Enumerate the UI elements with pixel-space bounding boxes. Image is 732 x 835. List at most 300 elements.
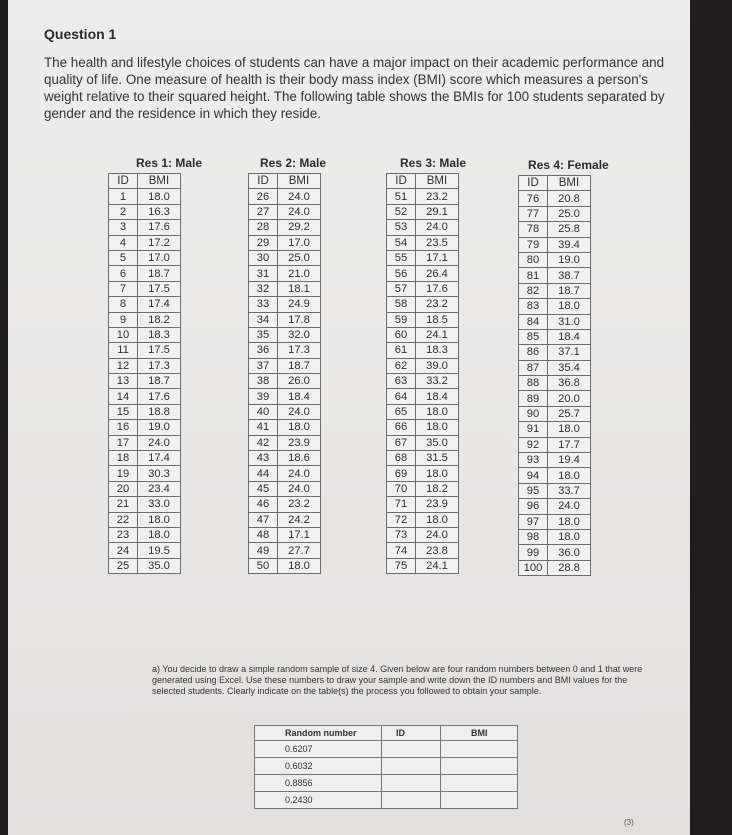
student-id-cell: 70 bbox=[387, 481, 416, 496]
bmi-cell: 24.0 bbox=[548, 499, 591, 514]
table-row bbox=[249, 497, 321, 512]
bmi-cell: 19.0 bbox=[138, 420, 181, 435]
bmi-cell: 25.8 bbox=[548, 222, 591, 237]
student-id-cell: 5 bbox=[109, 250, 138, 265]
sample-id-header: ID bbox=[382, 726, 441, 741]
table-row bbox=[109, 358, 181, 373]
sample-bmi-cell[interactable] bbox=[441, 775, 518, 792]
bmi-cell: 18.0 bbox=[138, 512, 181, 527]
table-row bbox=[519, 437, 591, 452]
bmi-cell: 17.2 bbox=[138, 235, 181, 250]
sample-row bbox=[255, 792, 518, 809]
student-id-cell: 56 bbox=[387, 266, 416, 281]
random-number: 0.6032 bbox=[255, 758, 382, 775]
table-row bbox=[249, 235, 321, 250]
student-id-cell: 84 bbox=[519, 314, 548, 329]
bmi-cell: 39.0 bbox=[416, 358, 459, 373]
id-header: ID bbox=[387, 174, 416, 189]
bmi-header: BMI bbox=[138, 174, 181, 189]
bmi-cell: 17.0 bbox=[138, 250, 181, 265]
bmi-cell: 35.0 bbox=[416, 435, 459, 450]
bmi-cell: 18.0 bbox=[416, 404, 459, 419]
student-id-cell: 27 bbox=[249, 204, 278, 219]
sample-answer-table bbox=[254, 725, 518, 809]
bmi-cell: 18.0 bbox=[548, 468, 591, 483]
student-id-cell: 17 bbox=[109, 435, 138, 450]
table-row bbox=[109, 481, 181, 496]
student-id-cell: 43 bbox=[249, 451, 278, 466]
bmi-cell: 18.0 bbox=[416, 512, 459, 527]
table-row bbox=[109, 420, 181, 435]
student-id-cell: 96 bbox=[519, 499, 548, 514]
student-id-cell: 93 bbox=[519, 453, 548, 468]
table-row bbox=[109, 435, 181, 450]
student-id-cell: 6 bbox=[109, 266, 138, 281]
student-id-cell: 21 bbox=[109, 497, 138, 512]
table-row bbox=[249, 189, 321, 204]
student-id-cell: 16 bbox=[109, 420, 138, 435]
bmi-cell: 33.7 bbox=[548, 483, 591, 498]
bmi-cell: 23.9 bbox=[416, 497, 459, 512]
student-id-cell: 66 bbox=[387, 420, 416, 435]
student-id-cell: 63 bbox=[387, 374, 416, 389]
table-row bbox=[519, 529, 591, 544]
table-row bbox=[249, 420, 321, 435]
sample-bmi-header: BMI bbox=[441, 726, 518, 741]
table-row bbox=[109, 204, 181, 219]
table-row bbox=[387, 497, 459, 512]
bmi-header: BMI bbox=[278, 174, 321, 189]
table-row bbox=[387, 481, 459, 496]
student-id-cell: 75 bbox=[387, 558, 416, 573]
student-id-cell: 9 bbox=[109, 312, 138, 327]
student-id-cell: 57 bbox=[387, 281, 416, 296]
table-row bbox=[109, 297, 181, 312]
table-row bbox=[109, 235, 181, 250]
student-id-cell: 68 bbox=[387, 451, 416, 466]
table-row bbox=[387, 312, 459, 327]
student-id-cell: 38 bbox=[249, 374, 278, 389]
bmi-cell: 24.0 bbox=[278, 466, 321, 481]
table-row bbox=[109, 466, 181, 481]
student-id-cell: 82 bbox=[519, 283, 548, 298]
table-row bbox=[519, 222, 591, 237]
sample-id-cell[interactable] bbox=[382, 775, 441, 792]
bmi-cell: 23.4 bbox=[138, 481, 181, 496]
table-row bbox=[387, 435, 459, 450]
bmi-cell: 18.4 bbox=[278, 389, 321, 404]
bmi-cell: 17.4 bbox=[138, 297, 181, 312]
bmi-cell: 17.4 bbox=[138, 451, 181, 466]
table-row bbox=[109, 497, 181, 512]
bmi-cell: 29.2 bbox=[278, 220, 321, 235]
table-row bbox=[387, 281, 459, 296]
student-id-cell: 60 bbox=[387, 327, 416, 342]
bmi-cell: 24.0 bbox=[416, 220, 459, 235]
table-row bbox=[519, 483, 591, 498]
bmi-cell: 17.6 bbox=[138, 220, 181, 235]
random-number: 0.8856 bbox=[255, 775, 382, 792]
table-row bbox=[387, 543, 459, 558]
student-id-cell: 24 bbox=[109, 543, 138, 558]
student-id-cell: 74 bbox=[387, 543, 416, 558]
student-id-cell: 23 bbox=[109, 527, 138, 542]
table-row bbox=[519, 252, 591, 267]
bmi-cell: 17.1 bbox=[278, 527, 321, 542]
student-id-cell: 19 bbox=[109, 466, 138, 481]
student-id-cell: 45 bbox=[249, 481, 278, 496]
bmi-cell: 17.8 bbox=[278, 312, 321, 327]
table-row bbox=[387, 189, 459, 204]
student-id-cell: 48 bbox=[249, 527, 278, 542]
table-row bbox=[387, 266, 459, 281]
bmi-cell: 23.5 bbox=[416, 235, 459, 250]
table-row bbox=[387, 558, 459, 573]
res1-table bbox=[108, 173, 181, 574]
res3-title: Res 3: Male bbox=[400, 156, 467, 170]
sample-bmi-cell[interactable] bbox=[441, 741, 518, 758]
table-row bbox=[519, 329, 591, 344]
student-id-cell: 12 bbox=[109, 358, 138, 373]
student-id-cell: 55 bbox=[387, 250, 416, 265]
bmi-header: BMI bbox=[548, 176, 591, 191]
student-id-cell: 25 bbox=[109, 558, 138, 573]
table-row bbox=[249, 266, 321, 281]
table-row bbox=[249, 389, 321, 404]
bmi-cell: 18.0 bbox=[278, 420, 321, 435]
bmi-cell: 18.8 bbox=[138, 404, 181, 419]
table-row bbox=[519, 206, 591, 221]
table-row bbox=[387, 204, 459, 219]
student-id-cell: 44 bbox=[249, 466, 278, 481]
bmi-cell: 24.0 bbox=[278, 189, 321, 204]
table-row bbox=[249, 204, 321, 219]
table-row bbox=[387, 250, 459, 265]
bmi-cell: 33.2 bbox=[416, 374, 459, 389]
student-id-cell: 14 bbox=[109, 389, 138, 404]
bmi-cell: 18.4 bbox=[416, 389, 459, 404]
table-row bbox=[249, 435, 321, 450]
student-id-cell: 87 bbox=[519, 360, 548, 375]
table-row bbox=[519, 391, 591, 406]
student-id-cell: 11 bbox=[109, 343, 138, 358]
student-id-cell: 4 bbox=[109, 235, 138, 250]
table-row bbox=[249, 343, 321, 358]
bmi-cell: 25.0 bbox=[278, 250, 321, 265]
table-row bbox=[519, 345, 591, 360]
table-row bbox=[109, 543, 181, 558]
table-row bbox=[109, 266, 181, 281]
table-row bbox=[249, 281, 321, 296]
bmi-cell: 19.5 bbox=[138, 543, 181, 558]
bmi-cell: 17.0 bbox=[278, 235, 321, 250]
table-row bbox=[387, 374, 459, 389]
bmi-cell: 33.0 bbox=[138, 497, 181, 512]
student-id-cell: 30 bbox=[249, 250, 278, 265]
random-number-header: Random number bbox=[255, 726, 382, 741]
table-row bbox=[519, 453, 591, 468]
table-row bbox=[249, 512, 321, 527]
sample-id-cell[interactable] bbox=[382, 741, 441, 758]
res4-table bbox=[518, 175, 591, 576]
student-id-cell: 1 bbox=[109, 189, 138, 204]
student-id-cell: 54 bbox=[387, 235, 416, 250]
table-row bbox=[109, 404, 181, 419]
bmi-cell: 24.0 bbox=[278, 481, 321, 496]
student-id-cell: 35 bbox=[249, 327, 278, 342]
table-row bbox=[387, 235, 459, 250]
res2-title: Res 2: Male bbox=[260, 156, 327, 170]
table-row bbox=[519, 360, 591, 375]
table-row bbox=[249, 527, 321, 542]
id-header: ID bbox=[519, 176, 548, 191]
student-id-cell: 83 bbox=[519, 299, 548, 314]
bmi-cell: 18.0 bbox=[548, 529, 591, 544]
bmi-cell: 39.4 bbox=[548, 237, 591, 252]
student-id-cell: 78 bbox=[519, 222, 548, 237]
student-id-cell: 64 bbox=[387, 389, 416, 404]
table-row bbox=[387, 527, 459, 542]
bmi-cell: 18.0 bbox=[548, 422, 591, 437]
student-id-cell: 76 bbox=[519, 191, 548, 206]
student-id-cell: 15 bbox=[109, 404, 138, 419]
student-id-cell: 86 bbox=[519, 345, 548, 360]
bmi-cell: 18.6 bbox=[278, 451, 321, 466]
student-id-cell: 37 bbox=[249, 358, 278, 373]
student-id-cell: 91 bbox=[519, 422, 548, 437]
bmi-cell: 31.0 bbox=[548, 314, 591, 329]
table-row bbox=[249, 327, 321, 342]
bmi-cell: 19.0 bbox=[548, 252, 591, 267]
bmi-cell: 35.4 bbox=[548, 360, 591, 375]
student-id-cell: 36 bbox=[249, 343, 278, 358]
sample-id-cell[interactable] bbox=[382, 792, 441, 809]
student-id-cell: 97 bbox=[519, 514, 548, 529]
bmi-cell: 18.3 bbox=[416, 343, 459, 358]
student-id-cell: 95 bbox=[519, 483, 548, 498]
sample-row bbox=[255, 741, 518, 758]
bmi-cell: 18.1 bbox=[278, 281, 321, 296]
bmi-cell: 18.5 bbox=[416, 312, 459, 327]
student-id-cell: 65 bbox=[387, 404, 416, 419]
bmi-cell: 18.0 bbox=[416, 466, 459, 481]
student-id-cell: 7 bbox=[109, 281, 138, 296]
student-id-cell: 29 bbox=[249, 235, 278, 250]
student-id-cell: 26 bbox=[249, 189, 278, 204]
random-number: 0.6207 bbox=[255, 741, 382, 758]
bmi-cell: 24.0 bbox=[278, 204, 321, 219]
bmi-cell: 27.7 bbox=[278, 543, 321, 558]
table-row bbox=[519, 268, 591, 283]
bmi-cell: 18.0 bbox=[416, 420, 459, 435]
table-row bbox=[519, 406, 591, 421]
student-id-cell: 85 bbox=[519, 329, 548, 344]
table-row bbox=[109, 512, 181, 527]
bmi-cell: 26.4 bbox=[416, 266, 459, 281]
sample-row bbox=[255, 775, 518, 792]
bmi-cell: 25.7 bbox=[548, 406, 591, 421]
res3-table bbox=[386, 173, 459, 574]
bmi-cell: 23.8 bbox=[416, 543, 459, 558]
bmi-cell: 18.3 bbox=[138, 327, 181, 342]
student-id-cell: 69 bbox=[387, 466, 416, 481]
table-row bbox=[109, 389, 181, 404]
table-row bbox=[519, 560, 591, 575]
bmi-cell: 23.2 bbox=[416, 297, 459, 312]
bmi-cell: 24.0 bbox=[416, 527, 459, 542]
bmi-cell: 16.3 bbox=[138, 204, 181, 219]
bmi-cell: 21.0 bbox=[278, 266, 321, 281]
student-id-cell: 100 bbox=[519, 560, 548, 575]
student-id-cell: 67 bbox=[387, 435, 416, 450]
table-row bbox=[109, 527, 181, 542]
res1-title: Res 1: Male bbox=[136, 156, 203, 170]
table-row bbox=[387, 451, 459, 466]
bmi-cell: 28.8 bbox=[548, 560, 591, 575]
bmi-cell: 19.4 bbox=[548, 453, 591, 468]
student-id-cell: 72 bbox=[387, 512, 416, 527]
student-id-cell: 59 bbox=[387, 312, 416, 327]
table-row bbox=[249, 481, 321, 496]
bmi-cell: 17.3 bbox=[278, 343, 321, 358]
student-id-cell: 92 bbox=[519, 437, 548, 452]
student-id-cell: 31 bbox=[249, 266, 278, 281]
student-id-cell: 81 bbox=[519, 268, 548, 283]
sample-bmi-cell[interactable] bbox=[441, 792, 518, 809]
question-title: Question 1 bbox=[44, 26, 117, 42]
table-row bbox=[109, 189, 181, 204]
table-row bbox=[249, 404, 321, 419]
table-row bbox=[387, 220, 459, 235]
student-id-cell: 77 bbox=[519, 206, 548, 221]
table-row bbox=[519, 499, 591, 514]
bmi-cell: 17.3 bbox=[138, 358, 181, 373]
student-id-cell: 52 bbox=[387, 204, 416, 219]
student-id-cell: 53 bbox=[387, 220, 416, 235]
bmi-cell: 18.7 bbox=[138, 374, 181, 389]
bmi-cell: 36.0 bbox=[548, 545, 591, 560]
bmi-cell: 32.0 bbox=[278, 327, 321, 342]
student-id-cell: 89 bbox=[519, 391, 548, 406]
table-row bbox=[519, 514, 591, 529]
question-intro: The health and lifestyle choices of students can have a major impact on their academic performance and quality of life. One measure of health is their body mass index (BMI) score which measures a person's weight relative to their squared height. The following table shows the BMIs for 100 students separated by gender and the residence in which they reside. bbox=[44, 55, 665, 121]
student-id-cell: 51 bbox=[387, 189, 416, 204]
bmi-cell: 24.0 bbox=[278, 404, 321, 419]
table-row bbox=[249, 558, 321, 573]
student-id-cell: 47 bbox=[249, 512, 278, 527]
bmi-cell: 17.5 bbox=[138, 281, 181, 296]
res4-title: Res 4: Female bbox=[528, 158, 609, 172]
bmi-cell: 18.7 bbox=[138, 266, 181, 281]
student-id-cell: 3 bbox=[109, 220, 138, 235]
bmi-cell: 18.0 bbox=[548, 299, 591, 314]
table-row bbox=[249, 466, 321, 481]
bmi-cell: 18.4 bbox=[548, 329, 591, 344]
id-header: ID bbox=[249, 174, 278, 189]
bmi-cell: 18.0 bbox=[138, 527, 181, 542]
student-id-cell: 32 bbox=[249, 281, 278, 296]
table-row bbox=[519, 468, 591, 483]
sample-row bbox=[255, 758, 518, 775]
bmi-cell: 17.1 bbox=[416, 250, 459, 265]
table-row bbox=[109, 374, 181, 389]
bmi-cell: 17.5 bbox=[138, 343, 181, 358]
table-row bbox=[109, 343, 181, 358]
table-row bbox=[249, 451, 321, 466]
table-row bbox=[387, 466, 459, 481]
bmi-cell: 24.2 bbox=[278, 512, 321, 527]
table-row bbox=[519, 237, 591, 252]
random-number: 0.2430 bbox=[255, 792, 382, 809]
marks-label: (3) bbox=[624, 818, 634, 827]
table-row bbox=[519, 191, 591, 206]
table-row bbox=[387, 327, 459, 342]
table-row bbox=[109, 558, 181, 573]
student-id-cell: 20 bbox=[109, 481, 138, 496]
table-row bbox=[387, 343, 459, 358]
student-id-cell: 13 bbox=[109, 374, 138, 389]
table-row bbox=[387, 389, 459, 404]
table-row bbox=[249, 250, 321, 265]
table-row bbox=[519, 545, 591, 560]
student-id-cell: 8 bbox=[109, 297, 138, 312]
bmi-cell: 18.2 bbox=[416, 481, 459, 496]
bmi-cell: 17.6 bbox=[416, 281, 459, 296]
bmi-cell: 30.3 bbox=[138, 466, 181, 481]
bmi-cell: 25.0 bbox=[548, 206, 591, 221]
student-id-cell: 10 bbox=[109, 327, 138, 342]
bmi-cell: 26.0 bbox=[278, 374, 321, 389]
table-row bbox=[519, 299, 591, 314]
student-id-cell: 88 bbox=[519, 376, 548, 391]
table-row bbox=[519, 422, 591, 437]
bmi-cell: 24.1 bbox=[416, 558, 459, 573]
bmi-cell: 18.0 bbox=[548, 514, 591, 529]
student-id-cell: 73 bbox=[387, 527, 416, 542]
table-row bbox=[109, 281, 181, 296]
bmi-cell: 20.8 bbox=[548, 191, 591, 206]
student-id-cell: 28 bbox=[249, 220, 278, 235]
bmi-header: BMI bbox=[416, 174, 459, 189]
table-row bbox=[387, 420, 459, 435]
bmi-cell: 18.7 bbox=[278, 358, 321, 373]
sample-bmi-cell[interactable] bbox=[441, 758, 518, 775]
bmi-cell: 23.2 bbox=[416, 189, 459, 204]
student-id-cell: 46 bbox=[249, 497, 278, 512]
student-id-cell: 49 bbox=[249, 543, 278, 558]
bmi-cell: 17.6 bbox=[138, 389, 181, 404]
sample-id-cell[interactable] bbox=[382, 758, 441, 775]
bmi-cell: 24.0 bbox=[138, 435, 181, 450]
table-row bbox=[387, 297, 459, 312]
bmi-cell: 31.5 bbox=[416, 451, 459, 466]
bmi-cell: 23.2 bbox=[278, 497, 321, 512]
table-row bbox=[249, 220, 321, 235]
bmi-cell: 36.8 bbox=[548, 376, 591, 391]
bmi-cell: 24.9 bbox=[278, 297, 321, 312]
student-id-cell: 80 bbox=[519, 252, 548, 267]
table-row bbox=[109, 451, 181, 466]
student-id-cell: 40 bbox=[249, 404, 278, 419]
bmi-cell: 18.0 bbox=[278, 558, 321, 573]
student-id-cell: 61 bbox=[387, 343, 416, 358]
student-id-cell: 33 bbox=[249, 297, 278, 312]
table-row bbox=[249, 297, 321, 312]
bmi-cell: 17.7 bbox=[548, 437, 591, 452]
student-id-cell: 94 bbox=[519, 468, 548, 483]
student-id-cell: 18 bbox=[109, 451, 138, 466]
student-id-cell: 22 bbox=[109, 512, 138, 527]
